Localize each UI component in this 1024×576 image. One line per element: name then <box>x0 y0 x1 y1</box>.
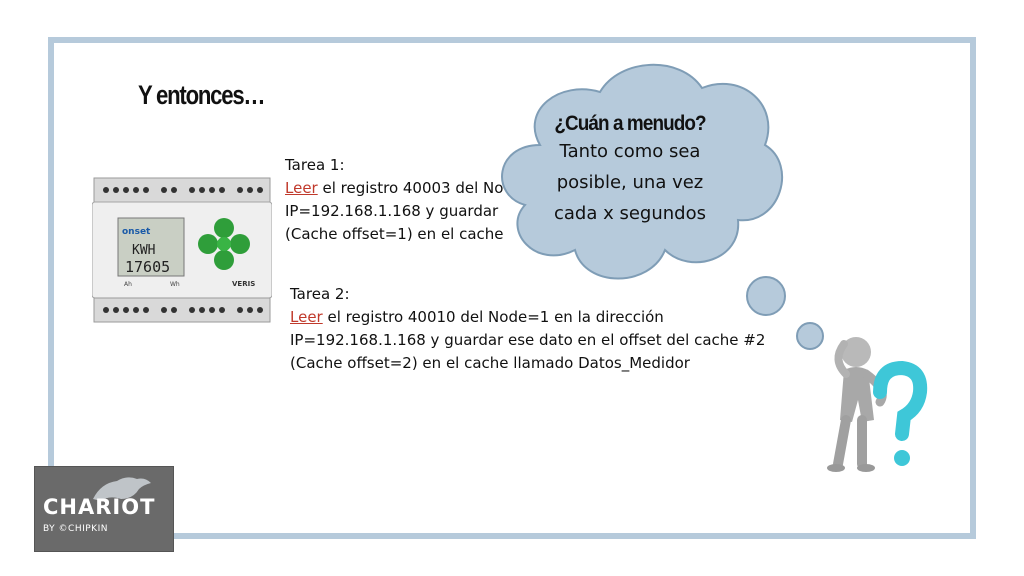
thinking-person-icon <box>818 330 928 475</box>
cloud-answer-line3: cada x segundos <box>554 203 706 224</box>
power-meter-image <box>92 176 272 324</box>
meter-label-ah: Ah <box>124 281 132 288</box>
task2-line1-text: el registro 40010 del Node=1 en la dirección <box>322 308 664 326</box>
task2-read-link[interactable]: Leer <box>290 308 323 326</box>
meter-brand: onset <box>122 227 151 237</box>
thought-bubble-large <box>746 276 786 316</box>
logo-sub: BY ©CHIPKIN <box>43 524 108 534</box>
task1-line3: (Cache offset=1) en el cache <box>285 225 504 243</box>
task2-heading: Tarea 2: <box>290 285 350 303</box>
task2-line2: IP=192.168.1.168 y guardar ese dato en el offset del cache #2 <box>290 331 766 349</box>
meter-unit: KWH <box>132 243 156 258</box>
task1-line1-text: el registro 40003 del No <box>317 179 504 197</box>
meter-value: 17605 <box>125 258 171 276</box>
task1-read-link[interactable]: Leer <box>285 179 318 197</box>
task2-line3: (Cache offset=2) en el cache llamado Datos_Medidor <box>290 354 690 372</box>
thought-cloud-text <box>510 112 750 229</box>
chariot-logo <box>34 466 174 552</box>
slide-title: Y entonces… <box>138 80 265 110</box>
logo-name: CHARIOT <box>43 495 156 519</box>
cloud-question: ¿Cuán a menudo? <box>554 112 706 135</box>
question-mark-icon <box>880 368 920 434</box>
cloud-answer-line2: posible, una vez <box>556 172 704 193</box>
task2-line1 <box>290 306 765 329</box>
task1-line1 <box>285 177 504 200</box>
task1-block <box>285 154 504 246</box>
meter-maker: VERIS <box>232 280 256 288</box>
cloud-answer-line1: Tanto como sea <box>559 141 701 162</box>
meter-label-wh: Wh <box>170 281 180 288</box>
task1-heading: Tarea 1: <box>285 156 345 174</box>
task1-line2: IP=192.168.1.168 y guardar <box>285 202 499 220</box>
